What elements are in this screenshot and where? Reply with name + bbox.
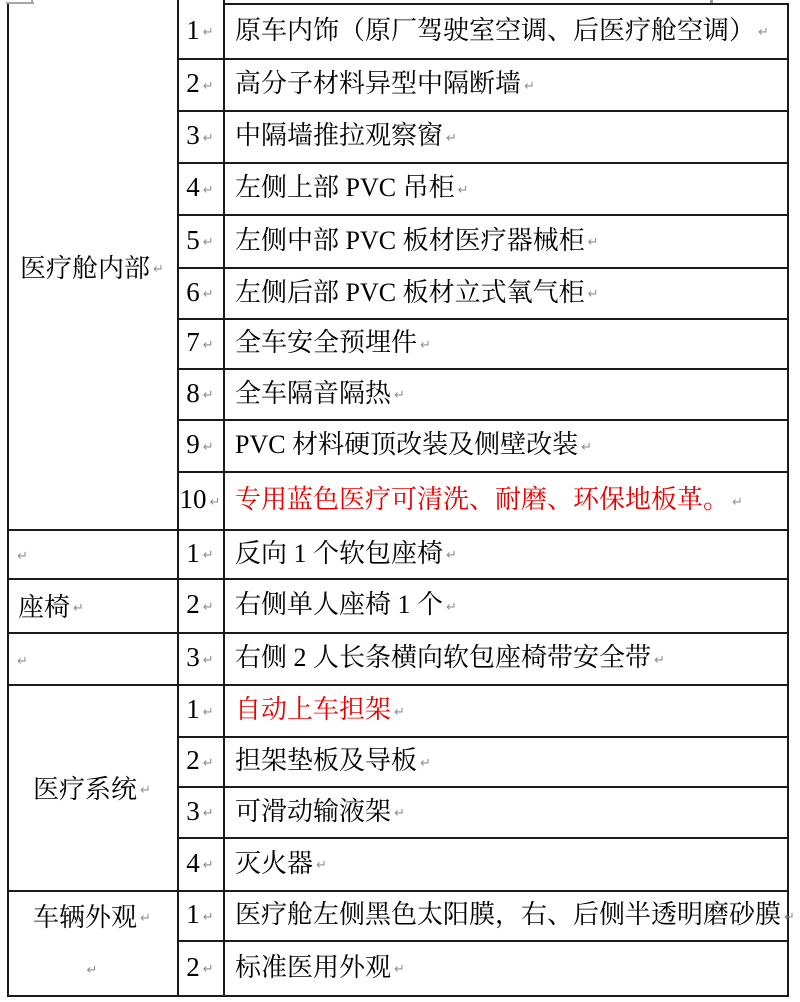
paragraph-mark-icon: ↵ bbox=[202, 652, 214, 668]
category-cell-seats bbox=[7, 578, 177, 632]
paragraph-mark-icon: ↵ bbox=[394, 388, 405, 404]
spec-text: 灭火器 bbox=[235, 848, 314, 878]
paragraph-mark-icon: ↵ bbox=[140, 782, 151, 798]
paragraph-mark-icon: ↵ bbox=[202, 909, 214, 925]
paragraph-mark-icon: ↵ bbox=[316, 858, 327, 874]
spec-text: 中隔墙推拉观察窗 bbox=[235, 121, 444, 151]
row-number: 3 bbox=[186, 120, 200, 151]
row-number: 2 bbox=[186, 68, 200, 99]
spec-text-cell bbox=[225, 214, 787, 267]
row-number: 1 bbox=[186, 14, 200, 45]
row-number-cell bbox=[177, 214, 223, 267]
paragraph-mark-icon: ↵ bbox=[394, 704, 405, 720]
spec-text: PVC 材料硬顶改装及侧壁改装 bbox=[235, 430, 579, 460]
spec-text-cell bbox=[225, 368, 787, 419]
row-number: 6 bbox=[186, 276, 200, 307]
spec-text-cell bbox=[225, 267, 787, 318]
row-number-cell bbox=[177, 890, 223, 940]
spec-text-cell bbox=[225, 529, 787, 578]
paragraph-mark-icon: ↵ bbox=[202, 599, 214, 615]
row-number-cell bbox=[177, 736, 223, 786]
paragraph-mark-icon: ↵ bbox=[202, 235, 214, 251]
category-exterior-label-line bbox=[7, 890, 177, 940]
spec-text: 自动上车担架 bbox=[235, 695, 392, 725]
spec-text-cell bbox=[225, 786, 787, 837]
spec-text: 可滑动输液架 bbox=[235, 796, 392, 826]
spec-text-cell bbox=[225, 318, 787, 368]
paragraph-mark-icon: ↵ bbox=[202, 287, 214, 303]
paragraph-mark-icon: ↵ bbox=[73, 600, 84, 616]
row-number-cell bbox=[177, 940, 223, 995]
paragraph-mark-icon: ↵ bbox=[140, 910, 151, 926]
row-number-cell bbox=[177, 786, 223, 837]
spec-text: 右侧 2 人长条横向软包座椅带安全带 bbox=[235, 643, 652, 673]
spec-text-cell bbox=[225, 736, 787, 786]
paragraph-mark-icon: ↵ bbox=[86, 963, 98, 978]
paragraph-mark-icon: ↵ bbox=[202, 337, 214, 353]
row-number: 2 bbox=[186, 951, 200, 982]
row-number: 7 bbox=[186, 327, 200, 358]
spec-text: 全车隔音隔热 bbox=[235, 378, 392, 408]
row-number: 1 bbox=[186, 899, 200, 930]
row-number-cell bbox=[177, 529, 223, 578]
row-number: 1 bbox=[186, 537, 200, 568]
spec-text: 担架垫板及导板 bbox=[235, 746, 418, 776]
spec-text: 反向 1 个软包座椅 bbox=[235, 538, 444, 568]
spec-text: 左侧上部 PVC 吊柜 bbox=[235, 173, 455, 203]
row-number-cell bbox=[177, 419, 223, 471]
paragraph-mark-icon: ↵ bbox=[524, 78, 535, 94]
spec-text: 左侧中部 PVC 板材医疗器械柜 bbox=[235, 225, 585, 255]
row-number-cell bbox=[177, 318, 223, 368]
paragraph-mark-icon: ↵ bbox=[202, 130, 214, 146]
paragraph-mark-icon: ↵ bbox=[732, 494, 743, 510]
spec-text: 右侧单人座椅 1 个 bbox=[235, 590, 444, 620]
paragraph-mark-icon: ↵ bbox=[587, 235, 599, 251]
grid-line-bottom bbox=[7, 995, 789, 997]
paragraph-mark-icon: ↵ bbox=[202, 78, 214, 94]
paragraph-mark-icon: ↵ bbox=[446, 599, 457, 615]
spec-text: 高分子材料异型中隔断墙 bbox=[235, 69, 522, 99]
row-number-cell bbox=[177, 837, 223, 890]
paragraph-mark-icon: ↵ bbox=[654, 652, 665, 668]
row-number: 2 bbox=[186, 589, 200, 620]
row-number-cell bbox=[177, 267, 223, 318]
spec-text-cell bbox=[225, 578, 787, 632]
row-number: 10 bbox=[179, 484, 207, 515]
spec-text-cell bbox=[225, 940, 787, 995]
paragraph-mark-icon: ↵ bbox=[202, 388, 214, 404]
spec-text-cell bbox=[225, 3, 787, 58]
paragraph-mark-icon: ↵ bbox=[420, 755, 431, 771]
spec-text-cell bbox=[225, 837, 787, 890]
paragraph-mark-icon: ↵ bbox=[17, 549, 28, 564]
paragraph-mark-icon: ↵ bbox=[394, 806, 405, 822]
spec-text: 左侧后部 PVC 板材立式氧气柜 bbox=[235, 277, 585, 307]
paragraph-mark-icon: ↵ bbox=[202, 858, 214, 874]
category-exterior-empty-line bbox=[7, 940, 177, 995]
spec-text-cell bbox=[225, 110, 787, 162]
category-label: 座椅 bbox=[18, 592, 71, 622]
spec-text-cell bbox=[225, 684, 787, 736]
row-number-cell bbox=[177, 368, 223, 419]
category-label: 车辆外观 bbox=[33, 902, 138, 932]
spec-text: 原车内饰（原厂驾驶室空调、后医疗舱空调） bbox=[235, 15, 756, 45]
category-label: 医疗舱内部 bbox=[20, 253, 151, 283]
row-number: 3 bbox=[186, 795, 200, 826]
category-cell-exterior bbox=[7, 890, 177, 995]
row-number-cell bbox=[177, 578, 223, 632]
paragraph-mark-icon: ↵ bbox=[153, 261, 164, 277]
spec-text-cell bbox=[225, 632, 787, 684]
paragraph-mark-icon: ↵ bbox=[209, 494, 221, 510]
category-label: 医疗系统 bbox=[33, 774, 138, 804]
paragraph-mark-icon: ↵ bbox=[202, 25, 214, 41]
paragraph-mark-icon: ↵ bbox=[202, 755, 214, 771]
paragraph-mark-icon: ↵ bbox=[457, 182, 469, 198]
paragraph-mark-icon: ↵ bbox=[784, 909, 795, 925]
paragraph-mark-icon: ↵ bbox=[446, 130, 457, 146]
row-number: 4 bbox=[186, 847, 200, 878]
paragraph-mark-icon: ↵ bbox=[202, 806, 214, 822]
paragraph-mark-icon: ↵ bbox=[202, 704, 214, 720]
row-number: 4 bbox=[186, 172, 200, 203]
row-number: 1 bbox=[186, 694, 200, 725]
row-number: 3 bbox=[186, 642, 200, 673]
row-number: 9 bbox=[186, 429, 200, 460]
row-number-cell bbox=[177, 162, 223, 214]
row-number-cell bbox=[177, 3, 223, 58]
spec-text-cell bbox=[225, 419, 787, 471]
category-cell-medical bbox=[7, 684, 177, 890]
paragraph-mark-icon: ↵ bbox=[202, 439, 214, 455]
paragraph-mark-icon: ↵ bbox=[581, 439, 592, 455]
spec-text-cell bbox=[225, 58, 787, 110]
row-number-cell bbox=[177, 471, 223, 529]
spec-text-cell bbox=[225, 471, 787, 529]
spec-text-cell bbox=[225, 162, 787, 214]
spec-text: 专用蓝色医疗可清洗、耐磨、环保地板革。 bbox=[235, 485, 730, 515]
row-number-cell bbox=[177, 684, 223, 736]
paragraph-mark-icon: ↵ bbox=[446, 548, 457, 564]
paragraph-mark-icon: ↵ bbox=[394, 962, 405, 978]
spec-text: 标准医用外观 bbox=[235, 952, 392, 982]
row-number-cell bbox=[177, 632, 223, 684]
paragraph-mark-icon: ↵ bbox=[758, 25, 769, 41]
paragraph-mark-icon: ↵ bbox=[587, 287, 599, 303]
paragraph-mark-icon: ↵ bbox=[17, 653, 28, 669]
category-cell-seats-empty-top bbox=[7, 529, 177, 578]
grid-line-right-border bbox=[787, 3, 789, 997]
spec-text: 全车安全预埋件 bbox=[235, 328, 418, 358]
spec-text-cell bbox=[225, 890, 795, 940]
row-number-cell bbox=[177, 58, 223, 110]
row-number-cell bbox=[177, 110, 223, 162]
paragraph-mark-icon: ↵ bbox=[202, 962, 214, 978]
paragraph-mark-icon: ↵ bbox=[202, 548, 214, 564]
row-number: 5 bbox=[186, 224, 200, 255]
category-cell-seats-empty-bottom bbox=[7, 632, 177, 684]
paragraph-mark-icon: ↵ bbox=[420, 337, 431, 353]
row-number: 2 bbox=[186, 745, 200, 776]
category-cell-cabin bbox=[7, 3, 177, 529]
row-number: 8 bbox=[186, 377, 200, 408]
paragraph-mark-icon: ↵ bbox=[202, 182, 214, 198]
spec-text: 医疗舱左侧黑色太阳膜，右、后侧半透明磨砂膜 bbox=[235, 900, 782, 930]
